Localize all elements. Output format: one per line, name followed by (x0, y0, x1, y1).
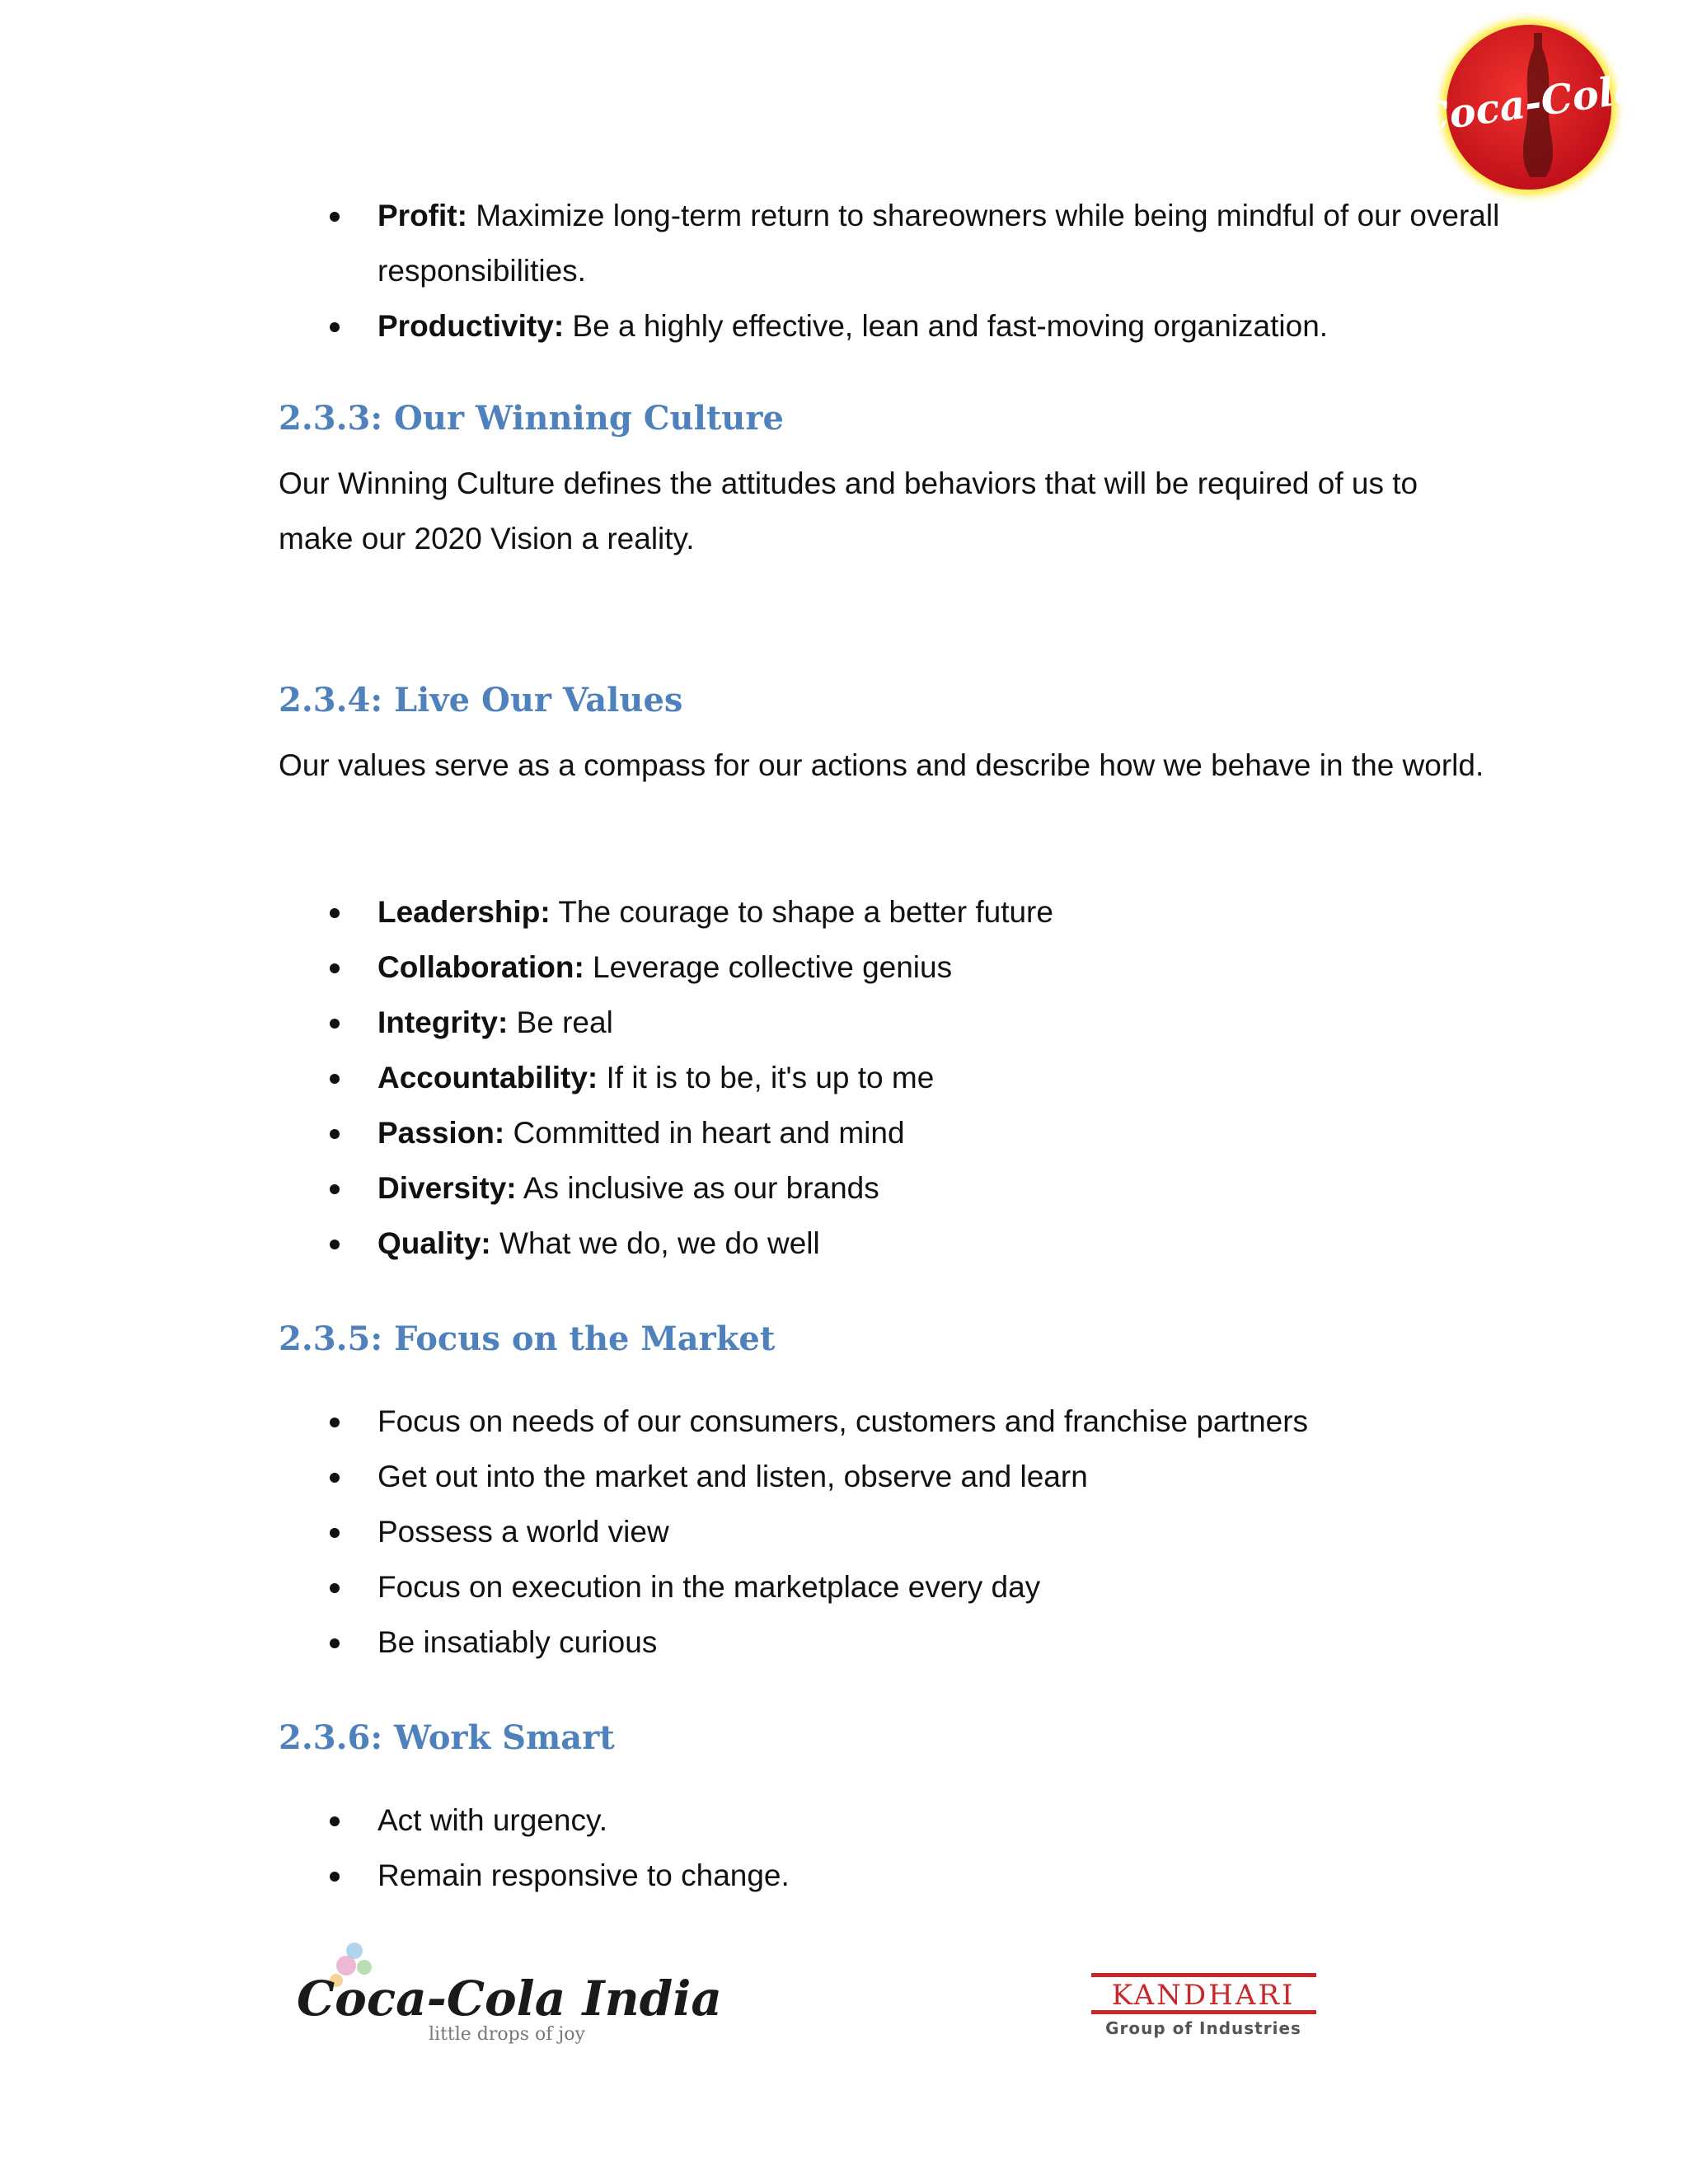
list-item (330, 1216, 1053, 1271)
list-item (330, 1105, 1053, 1160)
work-smart-list (330, 1793, 790, 1903)
bullet-icon (330, 1583, 340, 1593)
item-term: Integrity: (377, 1005, 509, 1039)
bullet-icon (330, 1240, 340, 1249)
item-text: Be real (508, 1005, 613, 1039)
bullet-icon (330, 1473, 340, 1483)
list-item (330, 1394, 1308, 1449)
item-text: Leverage collective genius (584, 950, 953, 984)
svg-text:Coca‑Cola: Coca‑Cola (1414, 65, 1643, 143)
winning-culture-paragraph: Our Winning Culture defines the attitudes and behaviors that will be required of us to make our 2020 Vision a reality. (279, 466, 1418, 555)
bullet-icon (330, 322, 340, 332)
list-item (330, 1504, 1308, 1559)
bullet-icon (330, 1872, 340, 1882)
bullet-icon (330, 1019, 340, 1029)
item-text: Be insatiably curious (377, 1625, 658, 1659)
bullet-icon (330, 1074, 340, 1084)
item-text: Be a highly effective, lean and fast-moving organization. (564, 309, 1329, 343)
list-item (330, 1848, 790, 1903)
kandhari-subtitle: Group of Industries (1105, 2018, 1301, 2038)
item-text: As inclusive as our brands (516, 1171, 879, 1205)
bullet-icon (330, 963, 340, 973)
bullet-icon (330, 1184, 340, 1194)
kandhari-logo (1086, 1971, 1321, 2046)
list-item (330, 1160, 1053, 1216)
item-text: Maximize long-term return to shareowners while being mindful of our overall responsibilities. (377, 199, 1500, 288)
list-item (330, 1050, 1053, 1105)
bullet-icon (330, 212, 340, 222)
item-text: Focus on needs of our consumers, customers and franchise partners (377, 1404, 1309, 1438)
values-list (330, 884, 1053, 1271)
tagline-text: little drops of joy (429, 2024, 585, 2045)
item-term: Passion: (377, 1116, 505, 1150)
bullet-icon (330, 1816, 340, 1826)
item-term: Collaboration: (377, 950, 584, 984)
item-term: Leadership: (377, 895, 551, 929)
item-text: If it is to be, it's up to me (598, 1061, 935, 1094)
list-item (330, 995, 1053, 1050)
kandhari-wordmark: KANDHARI (1111, 1979, 1296, 2012)
section-heading-live-values: 2.3.4: Live Our Values (279, 681, 683, 719)
item-term: Productivity: (377, 309, 565, 343)
section-heading-work-smart: 2.3.6: Work Smart (279, 1718, 615, 1757)
market-list (330, 1394, 1308, 1670)
item-term: Accountability: (377, 1061, 598, 1094)
item-text: What we do, we do well (490, 1226, 820, 1260)
goals-list (330, 188, 1531, 354)
list-item (330, 1449, 1308, 1504)
bullet-icon (330, 1418, 340, 1427)
list-item (330, 884, 1053, 940)
list-item (330, 940, 1053, 995)
list-item (330, 1559, 1308, 1615)
item-text: Focus on execution in the marketplace every day (377, 1570, 1041, 1604)
list-item (330, 298, 1531, 354)
item-text: The courage to shape a better future (550, 895, 1053, 929)
brand-name-text: Coca-Cola India (297, 1971, 722, 2027)
bullet-icon (330, 1528, 340, 1538)
item-text: Possess a world view (377, 1515, 669, 1549)
item-term: Quality: (377, 1226, 491, 1260)
list-item (330, 1615, 1308, 1670)
bullet-icon (330, 908, 340, 918)
bullet-icon (330, 1129, 340, 1139)
item-text: Act with urgency. (377, 1803, 607, 1837)
coca-cola-logo (1414, 8, 1643, 206)
item-text: Get out into the market and listen, observe and learn (377, 1460, 1088, 1493)
section-heading-winning-culture: 2.3.3: Our Winning Culture (279, 399, 784, 438)
item-term: Profit: (377, 199, 467, 232)
item-term: Diversity: (377, 1171, 517, 1205)
item-text: Committed in heart and mind (504, 1116, 905, 1150)
item-text: Remain responsive to change. (377, 1858, 790, 1892)
section-heading-focus-market: 2.3.5: Focus on the Market (279, 1319, 776, 1358)
coca-cola-india-logo (297, 1933, 722, 2052)
list-item (330, 188, 1531, 298)
live-values-paragraph: Our values serve as a compass for our actions and describe how we behave in the world. (279, 748, 1484, 782)
list-item (330, 1793, 790, 1848)
bullet-icon (330, 1638, 340, 1648)
